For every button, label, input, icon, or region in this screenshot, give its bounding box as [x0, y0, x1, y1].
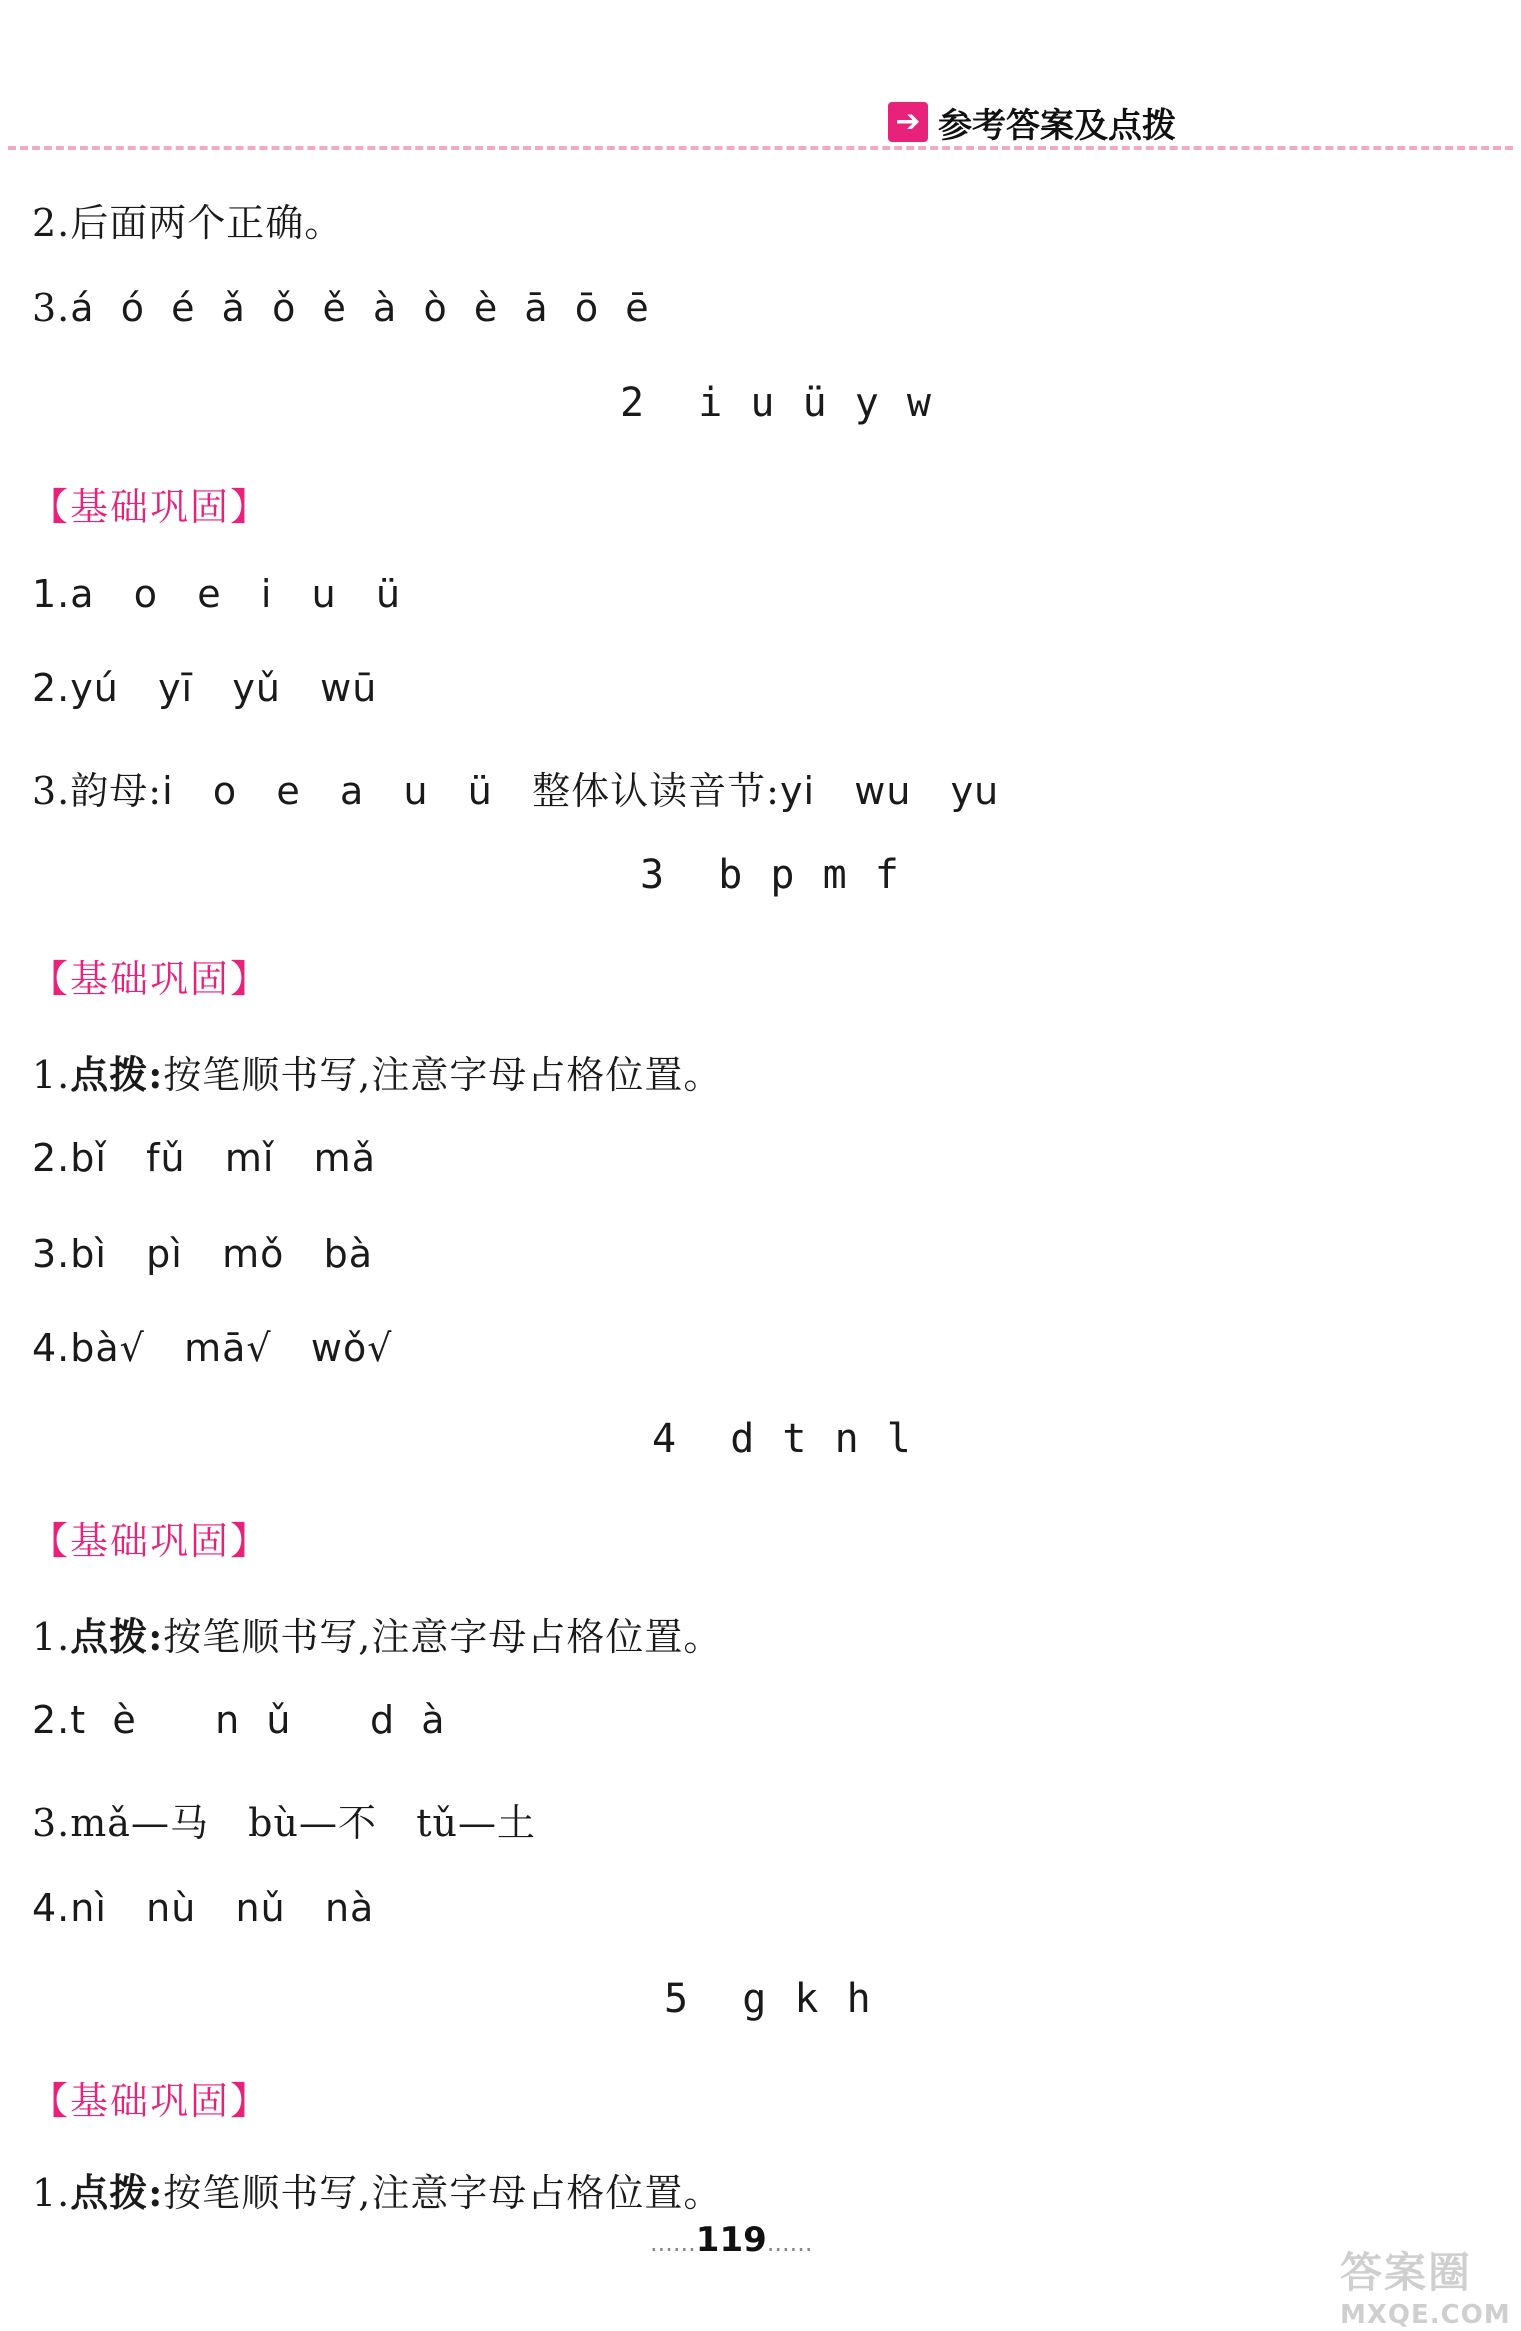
- hint-label: 点拨:: [70, 1052, 164, 1097]
- section-tag: 【基础巩固】: [30, 2079, 271, 2123]
- page-dots-right: ......: [766, 2229, 813, 2257]
- section-heading: 3 b p m f: [640, 852, 901, 898]
- answer-prefix: 3.韵母:: [32, 769, 163, 813]
- page-dots-left: ......: [650, 2229, 696, 2257]
- pinyin-text: i o e a u ü: [162, 769, 493, 813]
- header-title-group: [888, 94, 1176, 150]
- answer-line: 2.后面两个正确。: [32, 201, 344, 245]
- item-number: 1.: [32, 1053, 71, 1097]
- answer-line: 1.a o e i u ü: [32, 572, 402, 616]
- answer-line: 2.t è n ǔ d à: [32, 1698, 446, 1742]
- pinyin-text: á ó é ǎ ǒ ě à ò è ā ō ē: [70, 286, 650, 330]
- header-title: 参考答案及点拨: [938, 105, 1176, 146]
- header-divider: [8, 146, 1513, 150]
- answer-line: [32, 760, 999, 815]
- answer-line: 2.yú yī yǔ wū: [32, 666, 378, 710]
- answer-line: [32, 1044, 722, 1099]
- hint-label: 点拨:: [70, 1614, 164, 1659]
- answer-line: 2.bǐ fǔ mǐ mǎ: [32, 1136, 376, 1180]
- section-tag: 【基础巩固】: [30, 957, 271, 1001]
- page-header: [0, 0, 1521, 160]
- item-number: 1.: [32, 2171, 71, 2215]
- page-number-value: 119: [695, 2220, 767, 2260]
- hint-text: 按笔顺书写,注意字母占格位置。: [163, 2171, 723, 2215]
- arrow-right-icon: ➔: [888, 102, 928, 142]
- hint-text: 按笔顺书写,注意字母占格位置。: [163, 1053, 723, 1097]
- section-heading: 5 g k h: [664, 1976, 873, 2022]
- answer-line: [32, 286, 650, 330]
- page-number: [650, 2220, 813, 2260]
- answer-line: 4.bà√ mā√ wǒ√: [32, 1326, 393, 1370]
- answer-line: [32, 2162, 722, 2217]
- item-number: 1.: [32, 1615, 71, 1659]
- hint-label: 点拨:: [70, 2170, 164, 2215]
- watermark-url: MXQE.COM: [1340, 2300, 1511, 2330]
- hint-text: 按笔顺书写,注意字母占格位置。: [163, 1615, 723, 1659]
- answer-line: [32, 1606, 722, 1661]
- answer-line: 3.mǎ—马 bù—不 tǔ—土: [32, 1801, 536, 1845]
- watermark-logo: [1340, 2240, 1511, 2330]
- pinyin-text: yi wu yu: [779, 769, 1000, 813]
- section-tag: 【基础巩固】: [30, 1519, 271, 1563]
- answer-line: 4.nì nù nǔ nà: [32, 1886, 375, 1930]
- item-number: 3.: [32, 286, 71, 330]
- section-heading: 4 d t n l: [652, 1416, 913, 1462]
- answer-line: 3.bì pì mǒ bà: [32, 1232, 373, 1276]
- section-tag: 【基础巩固】: [30, 485, 271, 529]
- answer-label: 整体认读音节:: [532, 769, 780, 813]
- watermark-title: 答案圈: [1340, 2248, 1473, 2297]
- section-heading: 2 i u ü y w: [620, 380, 933, 426]
